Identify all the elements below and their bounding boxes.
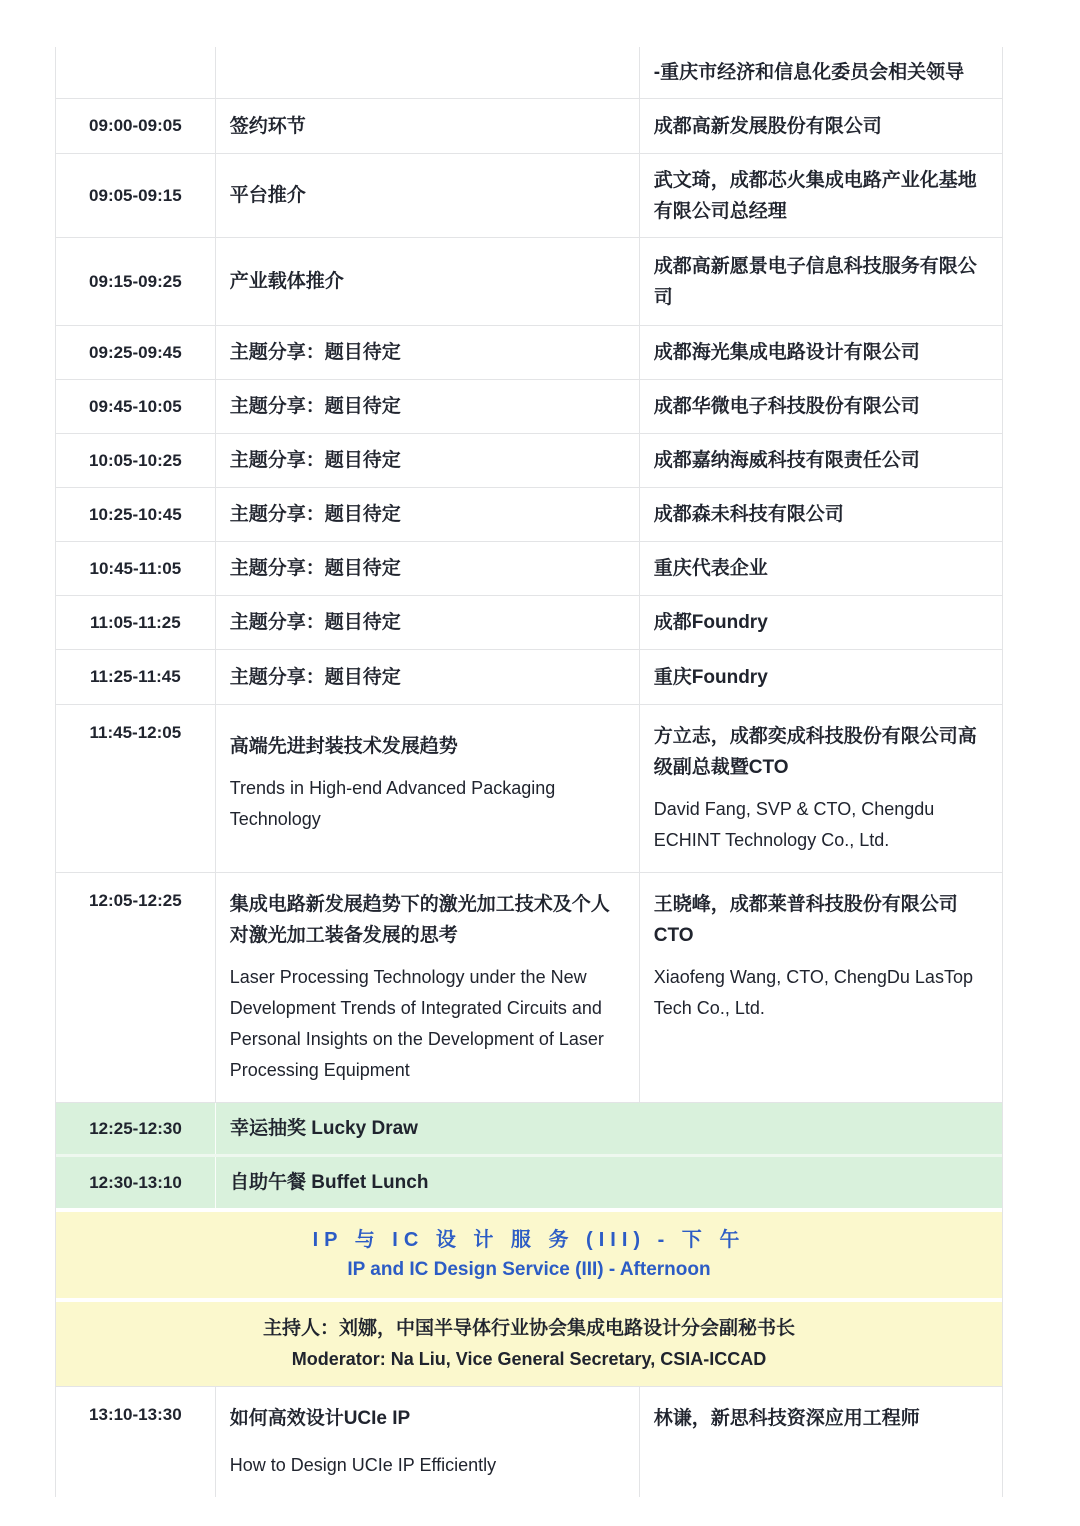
session-title-cn: 主题分享：题目待定 <box>229 558 401 579</box>
speaker-name: 成都海光集成电路设计有限公司 <box>653 342 920 363</box>
speaker-name: 重庆代表企业 <box>653 558 768 579</box>
agenda-row <box>56 488 1002 542</box>
speaker-name: 成都森未科技有限公司 <box>653 504 844 525</box>
moderator-row <box>56 1302 1002 1387</box>
time-cell: 12:05-12:25 <box>56 873 216 1102</box>
speaker-cell <box>640 380 1002 433</box>
speaker-cell <box>640 650 1002 704</box>
session-title-cn: 平台推介 <box>229 185 306 206</box>
speaker-cell <box>640 326 1002 379</box>
speaker-name: 成都高新愿景电子信息科技服务有限公司 <box>653 255 977 308</box>
session-title-cell <box>216 238 640 325</box>
agenda-row <box>56 238 1002 326</box>
time-cell: 09:45-10:05 <box>56 380 216 433</box>
session-title-cell <box>216 650 640 704</box>
session-title-cell <box>216 596 640 649</box>
speaker-name: 重庆Foundry <box>653 666 768 688</box>
session-title-cn: 主题分享：题目待定 <box>229 666 401 688</box>
speaker-name: 成都嘉纳海威科技有限责任公司 <box>653 450 920 471</box>
session-title-cn: 签约环节 <box>229 115 306 137</box>
agenda-table <box>55 47 1003 1497</box>
speaker-name: 武文琦，成都芯火集成电路产业化基地有限公司总经理 <box>653 169 977 222</box>
time-cell: 10:05-10:25 <box>56 434 216 487</box>
time-cell: 09:15-09:25 <box>56 238 216 325</box>
speaker-cell <box>640 47 1002 98</box>
agenda-row <box>56 326 1002 380</box>
speaker-cell <box>640 238 1002 325</box>
moderator-cn: 主持人：刘娜，中国半导体行业协会集成电路设计分会副秘书长 <box>262 1318 795 1339</box>
session-title-cn: 主题分享：题目待定 <box>229 342 401 363</box>
speaker-name: -重庆市经济和信息化委员会相关领导 <box>653 62 965 83</box>
agenda-row <box>56 596 1002 650</box>
agenda-row-partial <box>56 47 1002 99</box>
moderator-en: Moderator: Na Liu, Vice General Secretary, CSIA-ICCAD <box>291 1349 767 1369</box>
agenda-row-buffet-lunch <box>56 1157 1002 1212</box>
speaker-name: 成都Foundry <box>653 612 768 633</box>
speaker-cell <box>640 542 1002 595</box>
session-title-cn: 高端先进封装技术发展趋势 <box>229 736 458 757</box>
time-cell: 09:25-09:45 <box>56 326 216 379</box>
session-header-en: IP and IC Design Service (III) - Afternoon <box>347 1259 711 1280</box>
time-cell <box>56 47 216 98</box>
speaker-name-en: David Fang, SVP & CTO, Chengdu ECHINT Technology Co., Ltd. <box>653 799 935 850</box>
agenda-row <box>56 705 1002 873</box>
session-title-cell <box>216 434 640 487</box>
session-title-en: How to Design UCIe IP Efficiently <box>229 1455 497 1475</box>
session-title-cn: 主题分享：题目待定 <box>229 504 401 525</box>
agenda-row <box>56 542 1002 596</box>
time-cell: 09:05-09:15 <box>56 154 216 237</box>
agenda-row <box>56 1387 1002 1497</box>
session-title-cell <box>216 326 640 379</box>
session-title-cn: 主题分享：题目待定 <box>229 450 401 471</box>
session-title-cn: 如何高效设计UCIe IP <box>229 1408 411 1429</box>
session-title-cell <box>216 705 640 872</box>
session-title-en: Laser Processing Technology under the New Development Trends of Integrated Circuits and Personal Insights on the Development of Laser Processing Equipment <box>229 967 604 1080</box>
agenda-row <box>56 650 1002 705</box>
speaker-name-cn: 王晓峰，成都莱普科技股份有限公司CTO <box>653 894 958 946</box>
speaker-cell <box>640 154 1002 237</box>
session-title-cell <box>216 154 640 237</box>
speaker-name-cn: 方立志，成都奕成科技股份有限公司高级副总裁暨CTO <box>653 726 977 778</box>
speaker-cell <box>640 434 1002 487</box>
time-cell: 11:25-11:45 <box>56 650 216 704</box>
session-title-cell <box>216 873 640 1102</box>
highlight-label: 自助午餐 Buffet Lunch <box>230 1172 429 1193</box>
speaker-cell <box>640 596 1002 649</box>
speaker-cell <box>640 99 1002 153</box>
session-title-cell <box>216 488 640 541</box>
time-cell: 12:25-12:30 <box>56 1103 216 1154</box>
agenda-row <box>56 99 1002 154</box>
time-cell: 11:45-12:05 <box>56 705 216 872</box>
speaker-name: 成都华微电子科技股份有限公司 <box>653 396 920 417</box>
time-cell: 12:30-13:10 <box>56 1157 216 1208</box>
session-title-cn: 主题分享：题目待定 <box>229 396 401 417</box>
speaker-cell <box>640 1387 1002 1497</box>
session-title-cell <box>216 542 640 595</box>
speaker-name: 成都高新发展股份有限公司 <box>653 115 882 137</box>
agenda-row <box>56 380 1002 434</box>
session-title-cn: 产业载体推介 <box>229 271 344 292</box>
session-title-cn: 主题分享：题目待定 <box>229 612 401 633</box>
speaker-cell <box>640 488 1002 541</box>
speaker-name: 林谦，新思科技资深应用工程师 <box>653 1408 920 1429</box>
time-cell: 10:25-10:45 <box>56 488 216 541</box>
time-cell: 10:45-11:05 <box>56 542 216 595</box>
session-title-cell <box>216 380 640 433</box>
session-title-cell <box>216 47 640 98</box>
speaker-cell <box>640 873 1002 1102</box>
session-title-cell <box>216 1387 640 1497</box>
speaker-name-en: Xiaofeng Wang, CTO, ChengDu LasTop Tech Co., Ltd. <box>653 967 973 1018</box>
session-title-cn: 集成电路新发展趋势下的激光加工技术及个人对激光加工装备发展的思考 <box>229 894 610 946</box>
session-header-cn: IP 与 IC 设 计 服 务 (III) - 下 午 <box>312 1229 746 1251</box>
agenda-row <box>56 154 1002 238</box>
highlight-label: 幸运抽奖 Lucky Draw <box>230 1118 418 1139</box>
time-cell: 11:05-11:25 <box>56 596 216 649</box>
agenda-row <box>56 873 1002 1103</box>
session-header-row <box>56 1212 1002 1302</box>
time-cell: 09:00-09:05 <box>56 99 216 153</box>
session-title-cell <box>216 99 640 153</box>
agenda-row <box>56 434 1002 488</box>
session-title-en: Trends in High-end Advanced Packaging Technology <box>229 778 556 829</box>
agenda-row-lucky-draw <box>56 1103 1002 1157</box>
speaker-cell <box>640 705 1002 872</box>
time-cell: 13:10-13:30 <box>56 1387 216 1497</box>
